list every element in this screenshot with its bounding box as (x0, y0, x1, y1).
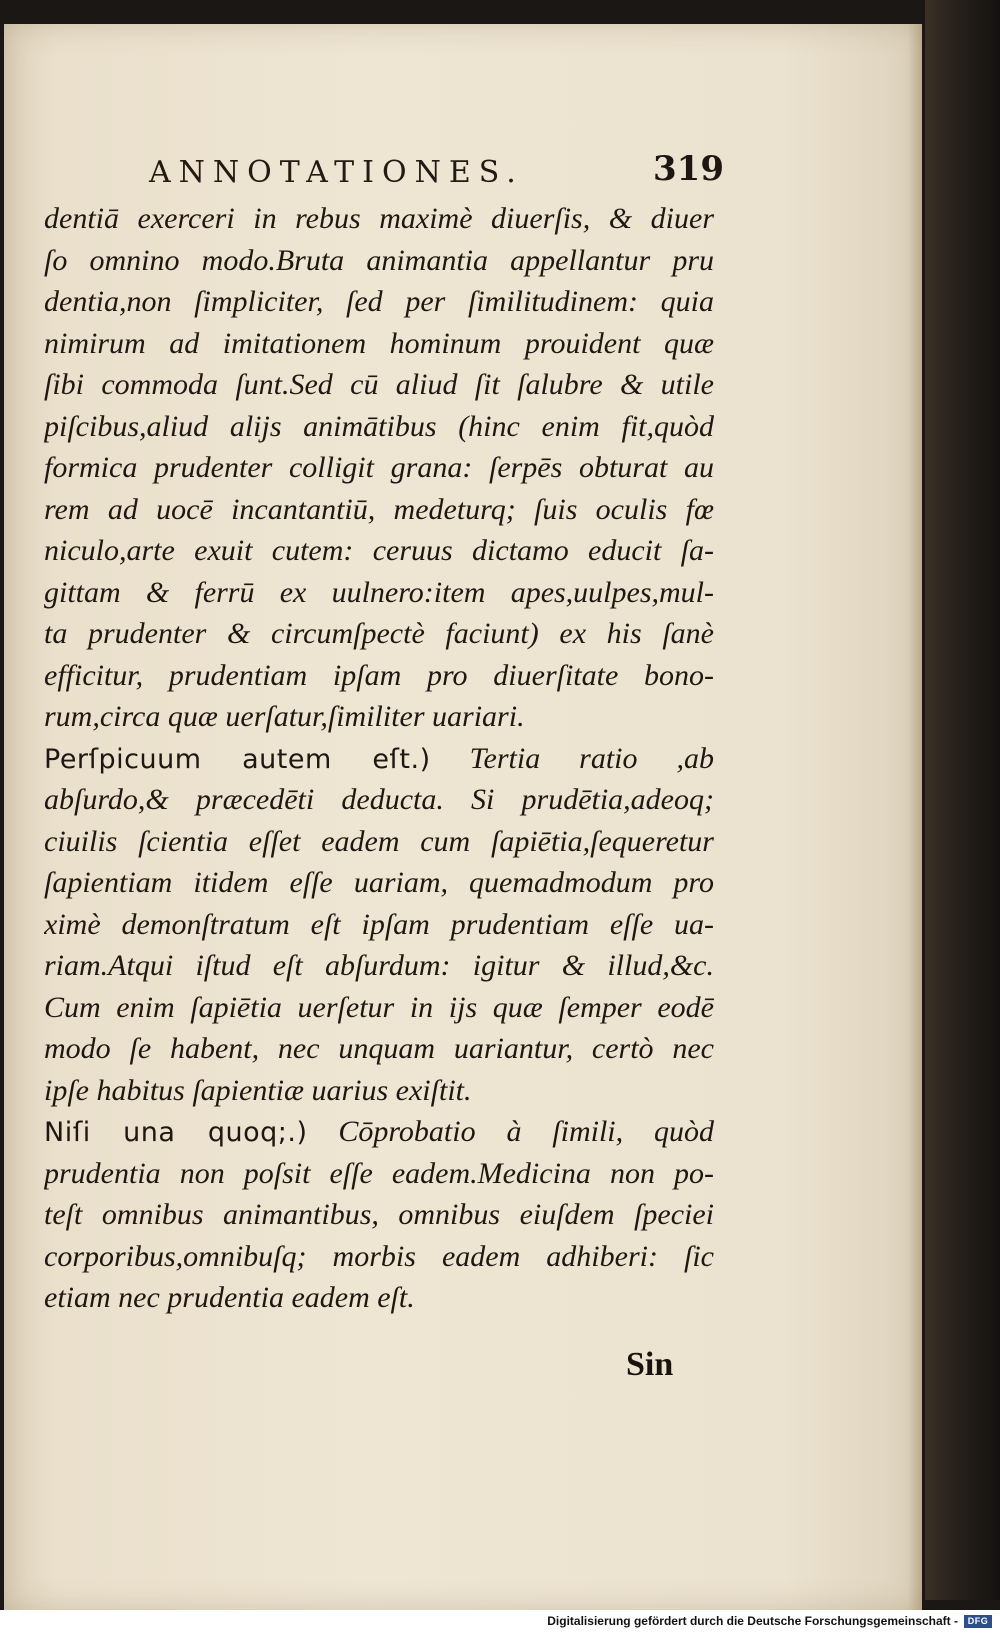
running-head-title: ANNOTATIONES. (149, 155, 524, 190)
text-line (44, 489, 714, 531)
page-edge-shadow (908, 24, 922, 1610)
book-edge (925, 0, 1000, 1600)
line-text: ciuilis ſcientia eſſet eadem cum ſapiētia,ſequeretur (44, 824, 714, 858)
line-text: formica prudenter colligit grana: ſerpēs obturat au (44, 451, 714, 484)
line-text: rum,circa quæ uerſatur,ſimiliter uariari. (44, 700, 525, 733)
line-text: dentia,non ſimpliciter, ſed per ſimilitudinem: quia (44, 285, 714, 318)
line-text: riam.Atqui iſtud eſt abſurdum: igitur & illud,&c. (44, 949, 714, 982)
catchword: Sin (626, 1346, 674, 1383)
footer-credit-bar (0, 1610, 1000, 1635)
page-number: 319 (653, 149, 724, 189)
line-text: abſurdo,& præcedēti deducta. Si prudētia,adeoq; (44, 783, 714, 816)
line-text: gittam & ferrū ex uulnero:item apes,uulpes,mul- (44, 575, 714, 609)
dfg-logo-icon: DFG (964, 1615, 992, 1628)
line-text: prudentia non poſsit eſſe eadem.Medicina non po- (44, 1156, 714, 1190)
line-text: rem ad uocē incantantiū, medeturq; ſuis oculis fœ (44, 492, 714, 526)
line-text: corporibus,omnibuſq; morbis eadem adhiberi: ſic (44, 1239, 714, 1273)
line-text: Cum enim ſapiētia uerſetur in ijs quæ ſemper eodē (44, 990, 714, 1024)
text-line (44, 530, 714, 572)
line-text: dentiā exerceri in rebus maximè diuerſis, & diuer (44, 202, 714, 235)
line-text: Tertia ratio ,ab (430, 741, 714, 775)
line-text: ta prudenter & circumſpectè faciunt) ex his ſanè (44, 617, 714, 650)
line-text: niculo,arte exuit cutem: ceruus dictamo educit ſa- (44, 534, 714, 567)
text-line (44, 613, 714, 655)
text-line (44, 1277, 714, 1319)
text-line (44, 572, 714, 614)
line-text: ſapientiam itidem eſſe uariam, quemadmodum pro (44, 866, 714, 899)
text-line (44, 198, 714, 240)
line-text: efficitur, prudentiam ipſam pro diuerſitate bono- (44, 658, 714, 692)
book-page (4, 24, 922, 1610)
text-line (44, 1028, 714, 1070)
line-text: ſibi commoda ſunt.Sed cū aliud ſit ſalubre & utile (44, 368, 714, 401)
line-text: ipſe habitus ſapientiæ uarius exiſtit. (44, 1073, 472, 1107)
lemma: Perſpicuum autem eſt.) (44, 743, 431, 775)
line-text: ſo omnino modo.Bruta animantia appellantur pru (44, 243, 714, 277)
line-text: ximè demonſtratum eſt ipſam prudentiam eſſe ua- (44, 907, 714, 941)
text-line (44, 447, 714, 489)
line-text: piſcibus,aliud alijs animātibus (hinc enim fit,quòd (44, 409, 714, 443)
text-line (44, 406, 714, 448)
text-block (44, 198, 714, 1319)
text-line (44, 862, 714, 904)
text-line (44, 1111, 714, 1153)
text-line (44, 1070, 714, 1112)
text-line (44, 240, 714, 282)
text-line (44, 904, 714, 946)
text-line (44, 945, 714, 987)
running-head (44, 149, 724, 199)
text-line (44, 696, 714, 738)
text-line (44, 1236, 714, 1278)
text-line (44, 987, 714, 1029)
line-text: Cōprobatio à ſimili, quòd (307, 1115, 714, 1148)
text-line (44, 323, 714, 365)
text-line (44, 1194, 714, 1236)
line-text: nimirum ad imitationem hominum prouident quæ (44, 326, 714, 360)
line-text: modo ſe habent, nec unquam uariantur, certò nec (44, 1032, 714, 1065)
text-line (44, 281, 714, 323)
funding-credit: Digitalisierung gefördert durch die Deutsche Forschungsgemeinschaft - (547, 1614, 958, 1628)
text-line (44, 364, 714, 406)
lemma: Niſi una quoq;.) (44, 1117, 308, 1148)
text-line (44, 779, 714, 821)
text-line (44, 1153, 714, 1195)
text-line (44, 821, 714, 863)
text-line (44, 738, 714, 780)
line-text: teſt omnibus animantibus, omnibus eiuſdem ſpeciei (44, 1198, 714, 1231)
text-line (44, 655, 714, 697)
line-text: etiam nec prudentia eadem eſt. (44, 1281, 415, 1314)
